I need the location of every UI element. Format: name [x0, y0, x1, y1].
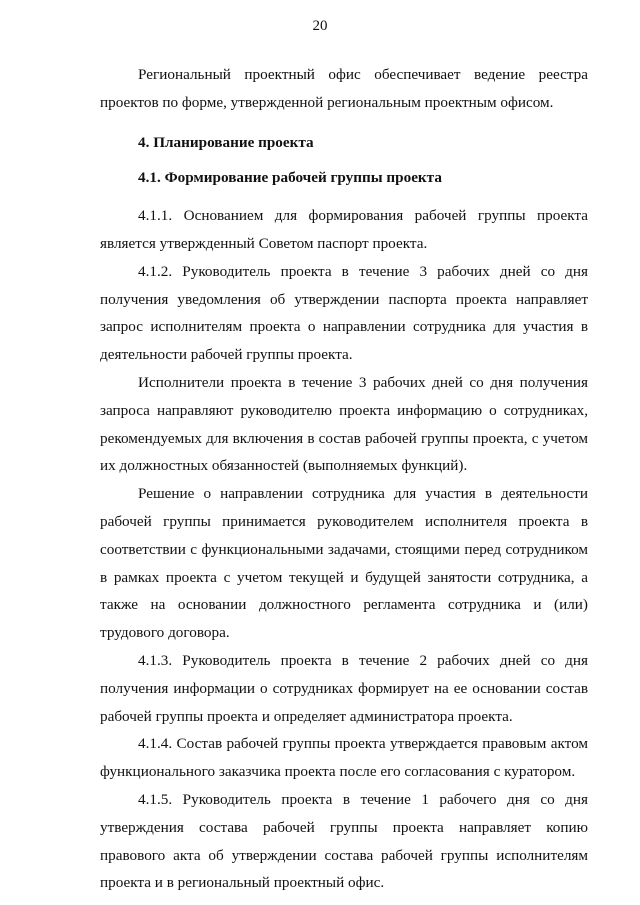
intro-paragraph: Региональный проектный офис обеспечивает ведение реестра проектов по форме, утвержденной региональным проектным офисом. — [100, 66, 588, 111]
paragraph-executors: Исполнители проекта в течение 3 рабочих дней со дня получения запроса направляют руководителю проекта информацию о сотрудниках, рекомендуемых для включения в состав рабочей группы проекта, с учетом их должностных обязанностей (выполняемых функций). — [100, 373, 588, 475]
section-heading: 4. Планирование проекта — [138, 133, 314, 151]
page-number: 20 — [312, 18, 328, 34]
paragraph-4-1-1: 4.1.1. Основанием для формирования рабочей группы проекта является утвержденный Советом паспорт проекта. — [100, 207, 588, 252]
document-body — [100, 61, 588, 897]
paragraph-4-1-4: 4.1.4. Состав рабочей группы проекта утверждается правовым актом функционального заказчика проекта после его согласования с куратором. — [100, 735, 588, 781]
paragraph-4-1-3: 4.1.3. Руководитель проекта в течение 2 рабочих дней со дня получения информации о сотрудниках формирует на ее основании состав рабочей группы проекта и определяет администратора проекта. — [100, 651, 588, 725]
paragraph-4-1-5: 4.1.5. Руководитель проекта в течение 1 рабочего дня со дня утверждения состава рабочей группы проекта направляет копию правового акта об утверждении состава рабочей группы исполнителям проекта и в региональный проектный офис. — [100, 790, 588, 892]
paragraph-decision: Решение о направлении сотрудника для участия в деятельности рабочей группы принимается руководителем исполнителя проекта в соответствии с функциональными задачами, стоящими перед сотрудником в рамках проекта с учетом текущей и будущей занятости сотрудника, а также на основании должностного регламента сотрудника и (или) трудового договора. — [100, 485, 588, 642]
paragraph-4-1-2: 4.1.2. Руководитель проекта в течение 3 рабочих дней со дня получения уведомления об утверждении паспорта проекта направляет запрос исполнителям проекта о направлении сотрудника для участия в деятельности рабочей группы проекта. — [100, 262, 588, 364]
subsection-heading: 4.1. Формирование рабочей группы проекта — [138, 169, 442, 187]
